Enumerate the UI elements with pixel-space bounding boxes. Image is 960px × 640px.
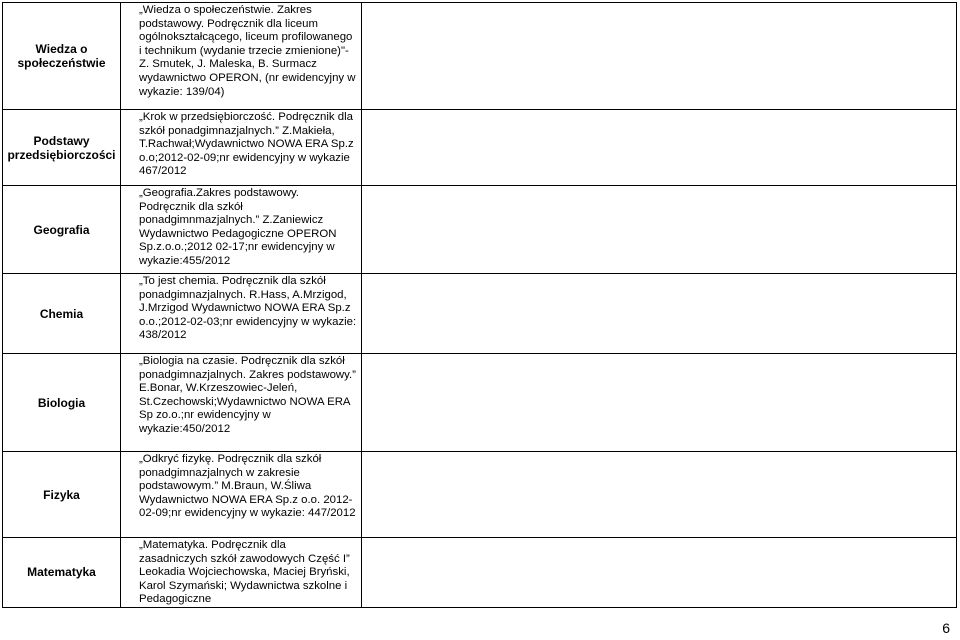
- book-description: „Odkryć fizykę. Podręcznik dla szkół ponadgimnazjalnych w zakresie podstawowym.” M.Braun, W.Śliwa Wydawnictwo NOWA ERA Sp.z o.o. 2012-02-09;nr ewidencyjny w wykazie: 447/2012: [121, 452, 362, 538]
- subject-cell: Geografia: [3, 186, 121, 274]
- book-description: „Matematyka. Podręcznik dla zasadniczych szkół zawodowych Część I” Leokadia Wojciechowska, Maciej Bryński, Karol Szymański; Wydawnictwa szkolne i Pedagogiczne: [121, 538, 362, 608]
- book-description: „Biologia na czasie. Podręcznik dla szkół ponadgimnazjalnych. Zakres podstawowy.” E.Bonar, W.Krzeszowiec-Jeleń, St.Czechowski;Wydawnictwo NOWA ERA Sp zo.o.;nr ewidencyjny w wykazie:450/2012: [121, 354, 362, 452]
- table-row: [3, 3, 957, 110]
- textbook-table: [2, 2, 957, 608]
- empty-cell: [362, 354, 957, 452]
- subject-cell: Biologia: [3, 354, 121, 452]
- empty-cell: [362, 274, 957, 354]
- empty-cell: [362, 452, 957, 538]
- book-description: „Wiedza o społeczeństwie. Zakres podstawowy. Podręcznik dla liceum ogólnokształcącego, liceum profilowanego i technikum (wydanie trzecie zmienione)"- Z. Smutek, J. Maleska, B. Surmacz wydawnictwo OPERON, (nr ewidencyjny w wykazie: 139/04): [121, 3, 362, 110]
- empty-cell: [362, 538, 957, 608]
- subject-cell: Wiedza o społeczeństwie: [3, 3, 121, 110]
- table-row: [3, 110, 957, 186]
- subject-cell: Fizyka: [3, 452, 121, 538]
- page-number: 6: [942, 620, 950, 636]
- subject-cell: Chemia: [3, 274, 121, 354]
- table-row: [3, 354, 957, 452]
- book-description: „Geografia.Zakres podstawowy. Podręcznik dla szkół ponadgimnmazjalnych.” Z.Zaniewicz Wydawnictwo Pedagogiczne OPERON Sp.z.o.o.;2012 02-17;nr ewidencyjny w wykazie:455/2012: [121, 186, 362, 274]
- table-row: [3, 186, 957, 274]
- subject-cell: Podstawy przedsiębiorczości: [3, 110, 121, 186]
- empty-cell: [362, 186, 957, 274]
- table-row: [3, 274, 957, 354]
- book-description: „Krok w przedsiębiorczość. Podręcznik dla szkół ponadgimnazjalnych.” Z.Makieła, T.Rachwał;Wydawnictwo NOWA ERA Sp.z o.o;2012-02-09;nr ewidencyjny w wykazie 467/2012: [121, 110, 362, 186]
- empty-cell: [362, 110, 957, 186]
- table-row: [3, 452, 957, 538]
- book-description: „To jest chemia. Podręcznik dla szkół ponadgimnazjalnych. R.Hass, A.Mrzigod, J.Mrzigod Wydawnictwo NOWA ERA Sp.z o.o.;2012-02-03;nr ewidencyjny w wykazie: 438/2012: [121, 274, 362, 354]
- table-row: [3, 538, 957, 608]
- subject-cell: Matematyka: [3, 538, 121, 608]
- empty-cell: [362, 3, 957, 110]
